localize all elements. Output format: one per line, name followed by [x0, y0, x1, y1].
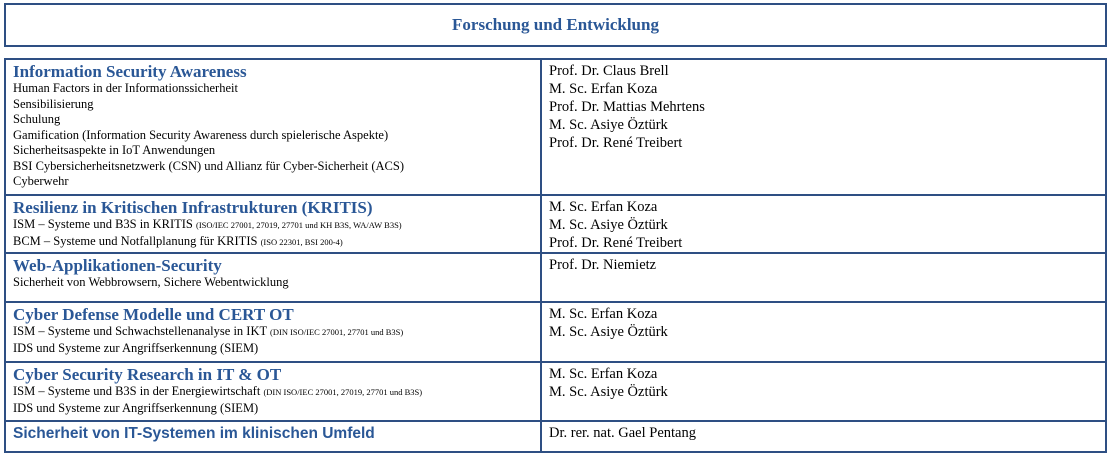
- people-cell: [541, 302, 1106, 362]
- page-title: Forschung und Entwicklung: [452, 15, 659, 34]
- person-name: Prof. Dr. René Treibert: [549, 135, 683, 151]
- person-name: Prof. Dr. Mattias Mehrtens: [549, 99, 705, 115]
- people-cell: [541, 253, 1106, 302]
- person-name: M. Sc. Asiye Öztürk: [549, 117, 668, 133]
- topic-line: Cyberwehr: [13, 174, 69, 188]
- person-name: M. Sc. Erfan Koza: [549, 366, 658, 382]
- person-name: Prof. Dr. Claus Brell: [549, 63, 669, 79]
- topic-line: Sicherheit von Webbrowsern, Sichere Webentwicklung: [13, 275, 289, 289]
- topic-line: IDS und Systeme zur Angriffserkennung (SIEM): [13, 340, 259, 355]
- topic-title: Cyber Security Research in IT & OT: [13, 365, 282, 384]
- topic-title: Cyber Defense Modelle und CERT OT: [13, 305, 294, 324]
- people-cell: [541, 195, 1106, 253]
- topic-cell: [5, 302, 541, 362]
- table-row: [5, 302, 1106, 362]
- table-row: [5, 59, 1106, 195]
- person-name: M. Sc. Erfan Koza: [549, 81, 658, 97]
- topic-line: ISM – Systeme und B3S in der Energiewirtschaft (DIN ISO/IEC 27001, 27019, 27701 und B3S): [13, 384, 423, 398]
- topic-line: Sensibilisierung: [13, 96, 94, 111]
- people-cell: [541, 362, 1106, 421]
- topic-cell: [5, 253, 541, 302]
- person-name: M. Sc. Erfan Koza: [549, 306, 658, 322]
- topic-line: Human Factors in der Informationssicherheit: [13, 81, 238, 95]
- research-table: [4, 58, 1107, 453]
- topic-cell: [5, 59, 541, 195]
- topic-line: Schulung: [13, 112, 61, 126]
- topic-title: Sicherheit von IT-Systemen im klinischen Umfeld: [13, 425, 375, 442]
- topic-title: Information Security Awareness: [13, 62, 247, 81]
- topic-line: ISM – Systeme und B3S in KRITIS (ISO/IEC 27001, 27019, 27701 und KH B3S, WA/AW B3S): [13, 217, 402, 231]
- topic-cell: [5, 195, 541, 253]
- person-name: M. Sc. Asiye Öztürk: [549, 324, 668, 340]
- people-cell: [541, 421, 1106, 452]
- person-name: Dr. rer. nat. Gael Pentang: [549, 425, 696, 441]
- topic-line: BSI Cybersicherheitsnetzwerk (CSN) und Allianz für Cyber-Sicherheit (ACS): [13, 158, 404, 173]
- table-row: [5, 362, 1106, 421]
- table-row: [5, 195, 1106, 253]
- table-row: [5, 421, 1106, 452]
- topic-line: Sicherheitsaspekte in IoT Anwendungen: [13, 143, 216, 157]
- person-name: M. Sc. Asiye Öztürk: [549, 217, 668, 233]
- person-name: M. Sc. Asiye Öztürk: [549, 384, 668, 400]
- person-name: Prof. Dr. René Treibert: [549, 235, 683, 251]
- topic-title: Web-Applikationen-Security: [13, 256, 222, 275]
- person-name: Prof. Dr. Niemietz: [549, 257, 657, 273]
- topic-title: Resilienz in Kritischen Infrastrukturen (KRITIS): [13, 198, 373, 217]
- topic-cell: [5, 421, 541, 452]
- topic-line: IDS und Systeme zur Angriffserkennung (SIEM): [13, 400, 259, 415]
- topic-cell: [5, 362, 541, 421]
- table-row: [5, 253, 1106, 302]
- topic-line: ISM – Systeme und Schwachstellenanalyse in IKT (DIN ISO/IEC 27001, 27701 und B3S): [13, 324, 404, 338]
- section-header: [4, 3, 1107, 47]
- people-cell: [541, 59, 1106, 195]
- topic-line: BCM – Systeme und Notfallplanung für KRITIS (ISO 22301, BSI 200-4): [13, 233, 343, 248]
- topic-line: Gamification (Information Security Awareness durch spielerische Aspekte): [13, 127, 389, 142]
- person-name: M. Sc. Erfan Koza: [549, 199, 658, 215]
